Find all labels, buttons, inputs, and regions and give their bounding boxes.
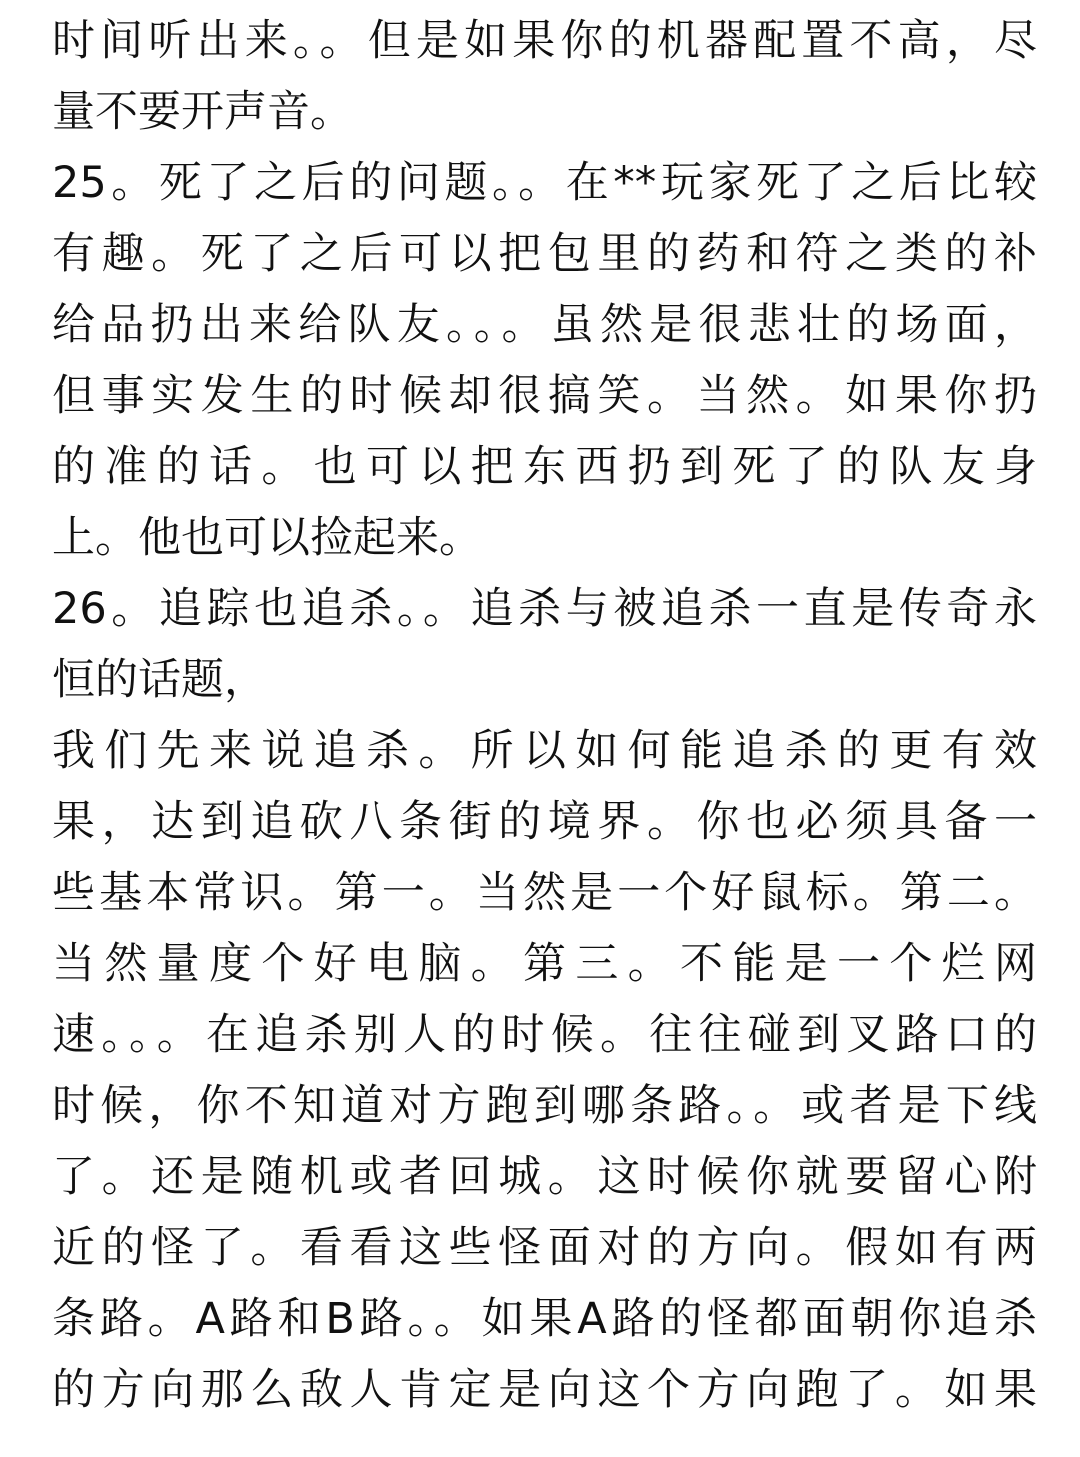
document-page: [52, 0, 1037, 1457]
text-line: 了。还是随机或者回城。这时候你就要留心附: [52, 1152, 1037, 1202]
text-line: 的准的话。也可以把东西扔到死了的队友身: [52, 442, 1037, 492]
text-line: 近的怪了。看看这些怪面对的方向。假如有两: [52, 1223, 1037, 1273]
text-line: 当然量度个好电脑。第三。不能是一个烂网: [52, 939, 1037, 989]
text-line: 恒的话题，: [52, 655, 267, 705]
text-line: 的方向那么敌人肯定是向这个方向跑了。如果: [52, 1365, 1037, 1415]
text-line: 但事实发生的时候却很搞笑。当然。如果你扔: [52, 371, 1037, 421]
text-line: 时候，你不知道对方跑到哪条路。。或者是下线: [52, 1081, 1037, 1131]
text-line: 果，达到追砍八条街的境界。你也必须具备一: [52, 797, 1037, 847]
text-line: 26。追踪也追杀。。追杀与被追杀一直是传奇永: [52, 584, 1037, 634]
text-line: 时间听出来。。但是如果你的机器配置不高，尽: [52, 16, 1037, 66]
text-line: 速。。。在追杀别人的时候。往往碰到叉路口的: [52, 1010, 1037, 1060]
text-line: 有趣。死了之后可以把包里的药和符之类的补: [52, 229, 1037, 279]
text-line: 上。他也可以捡起来。: [52, 513, 482, 563]
text-line: 我们先来说追杀。所以如何能追杀的更有效: [52, 726, 1037, 776]
text-line: 条路。A路和B路。。如果A路的怪都面朝你追杀: [52, 1294, 1037, 1344]
text-line: 量不要开声音。: [52, 87, 353, 137]
text-line: 些基本常识。第一。当然是一个好鼠标。第二。: [52, 868, 1037, 918]
text-line: 25。死了之后的问题。。在**玩家死了之后比较: [52, 158, 1037, 208]
text-line: 给品扔出来给队友。。。虽然是很悲壮的场面，: [52, 300, 1037, 350]
